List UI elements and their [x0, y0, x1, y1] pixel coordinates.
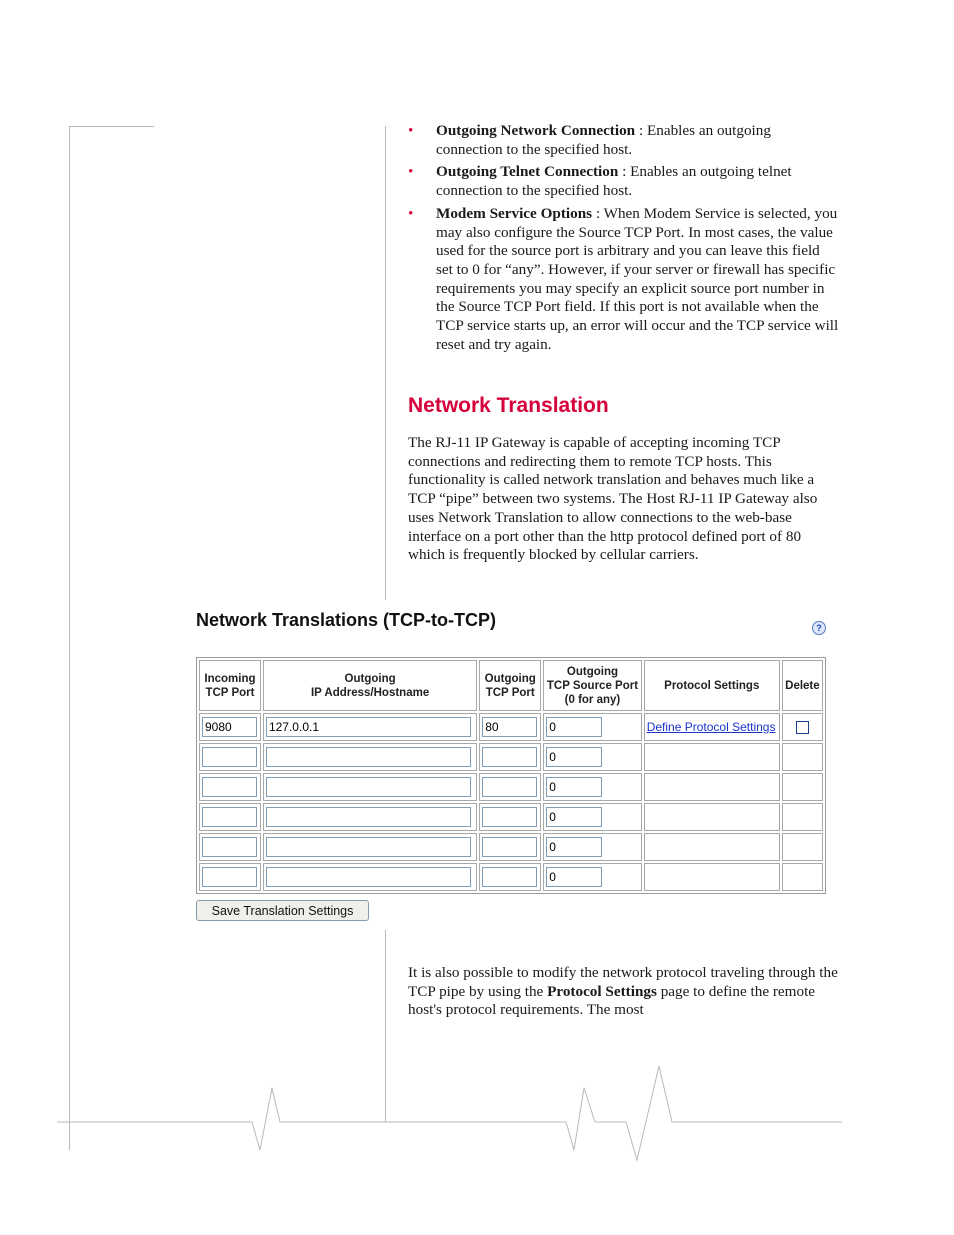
- source-port-input[interactable]: [546, 807, 602, 827]
- bullet-section: [408, 122, 840, 358]
- protocol-cell-empty: [644, 773, 780, 801]
- outgoing-host-input[interactable]: [266, 747, 471, 767]
- bullet-term: Outgoing Network Connection: [436, 122, 636, 139]
- bullet-marker: •: [408, 122, 414, 139]
- bullet-list: [408, 122, 840, 354]
- help-icon[interactable]: ?: [812, 621, 826, 635]
- delete-checkbox[interactable]: [796, 721, 809, 734]
- source-port-input[interactable]: [546, 717, 602, 737]
- source-port-input[interactable]: [546, 867, 602, 887]
- header-outgoing-port: Outgoing TCP Port: [479, 660, 541, 711]
- protocol-settings-term: Protocol Settings: [547, 982, 657, 1000]
- table-header-row: [199, 660, 823, 711]
- closing-paragraph: [408, 964, 840, 1020]
- delete-cell-empty: [782, 743, 823, 771]
- delete-cell-empty: [782, 833, 823, 861]
- outgoing-port-input[interactable]: [482, 867, 537, 887]
- incoming-port-input[interactable]: [202, 807, 257, 827]
- outgoing-port-input[interactable]: [482, 717, 537, 737]
- outgoing-host-input[interactable]: [266, 807, 471, 827]
- outgoing-host-input[interactable]: [266, 837, 471, 857]
- protocol-cell-empty: [644, 803, 780, 831]
- outgoing-host-input[interactable]: [266, 777, 471, 797]
- header-outgoing-host: Outgoing IP Address/Hostname: [263, 660, 477, 711]
- closing-text: [408, 964, 840, 1020]
- header-source-port: Outgoing TCP Source Port (0 for any): [543, 660, 642, 711]
- intro-text: [408, 434, 840, 565]
- incoming-port-input[interactable]: [202, 867, 257, 887]
- incoming-port-input[interactable]: [202, 717, 257, 737]
- source-port-input[interactable]: [546, 777, 602, 797]
- outgoing-port-input[interactable]: [482, 747, 537, 767]
- bullet-term: Modem Service Options: [436, 204, 593, 222]
- closing-text-start: It is also possible to modify the network protocol traveling through the TCP pipe by using the: [408, 964, 838, 1000]
- table-row: [199, 743, 823, 771]
- delete-cell-empty: [782, 803, 823, 831]
- header-protocol-settings: Protocol Settings: [644, 660, 780, 711]
- delete-cell-empty: [782, 773, 823, 801]
- incoming-port-input[interactable]: [202, 747, 257, 767]
- incoming-port-input[interactable]: [202, 777, 257, 797]
- outgoing-port-input[interactable]: [482, 777, 537, 797]
- incoming-port-input[interactable]: [202, 837, 257, 857]
- bullet-item: [408, 205, 840, 355]
- protocol-cell-empty: [644, 863, 780, 891]
- table-row: [199, 713, 823, 741]
- ui-page-title: Network Translations (TCP-to-TCP): [196, 610, 497, 630]
- section-heading: Network Translation: [408, 394, 609, 417]
- bullet-term: Outgoing Telnet Connection: [436, 163, 619, 181]
- source-port-input[interactable]: [546, 837, 602, 857]
- define-protocol-settings-link[interactable]: Define Protocol Settings: [646, 720, 776, 734]
- save-translation-settings-button[interactable]: Save Translation Settings: [196, 900, 369, 921]
- protocol-cell-empty: [644, 833, 780, 861]
- table-row: [199, 833, 823, 861]
- header-incoming-port: Incoming TCP Port: [199, 660, 261, 711]
- header-delete: Delete: [782, 660, 823, 711]
- table-row: [199, 773, 823, 801]
- bullet-text: : Enables an outgoing connection to the specified host.: [436, 122, 771, 158]
- bullet-item: [408, 163, 840, 200]
- outgoing-host-input[interactable]: [266, 717, 471, 737]
- outgoing-host-input[interactable]: [266, 867, 471, 887]
- bullet-item: [408, 122, 840, 159]
- bullet-text: : When Modem Service is selected, you may also configure the Source TCP Port. In most cases, the value used for the source port is arbitrary and you can leave this field set to 0 for “any”. However, if your server or firewall has specific requirements you may specify an explicit source port number in the Source TCP Port field. If this port is not available when the TCP service starts up, an error will occur and the TCP service will reset and try again.: [436, 204, 839, 353]
- delete-cell-empty: [782, 863, 823, 891]
- bullet-marker: •: [408, 163, 414, 181]
- intro-paragraph: The RJ-11 IP Gateway is capable of accepting incoming TCP connections and redirecting them to remote TCP hosts. This functionality is called network translation and behaves much like a TCP “pipe” between two systems. The Host RJ-11 IP Gateway also uses Network Translation to allow connections to the web-base interface on a port other than the http protocol defined port of 80 which is frequently blocked by cellular carriers.: [408, 434, 818, 564]
- closing-text-end: page to define the remote host's protocol requirements. The most: [408, 982, 816, 1019]
- protocol-cell-empty: [644, 743, 780, 771]
- table-row: [199, 863, 823, 891]
- network-translations-table: [196, 657, 826, 894]
- bullet-marker: •: [408, 204, 414, 222]
- bullet-text: : Enables an outgoing telnet connection to the specified host.: [436, 163, 792, 200]
- table-row: [199, 803, 823, 831]
- outgoing-port-input[interactable]: [482, 837, 537, 857]
- source-port-input[interactable]: [546, 747, 602, 767]
- outgoing-port-input[interactable]: [482, 807, 537, 827]
